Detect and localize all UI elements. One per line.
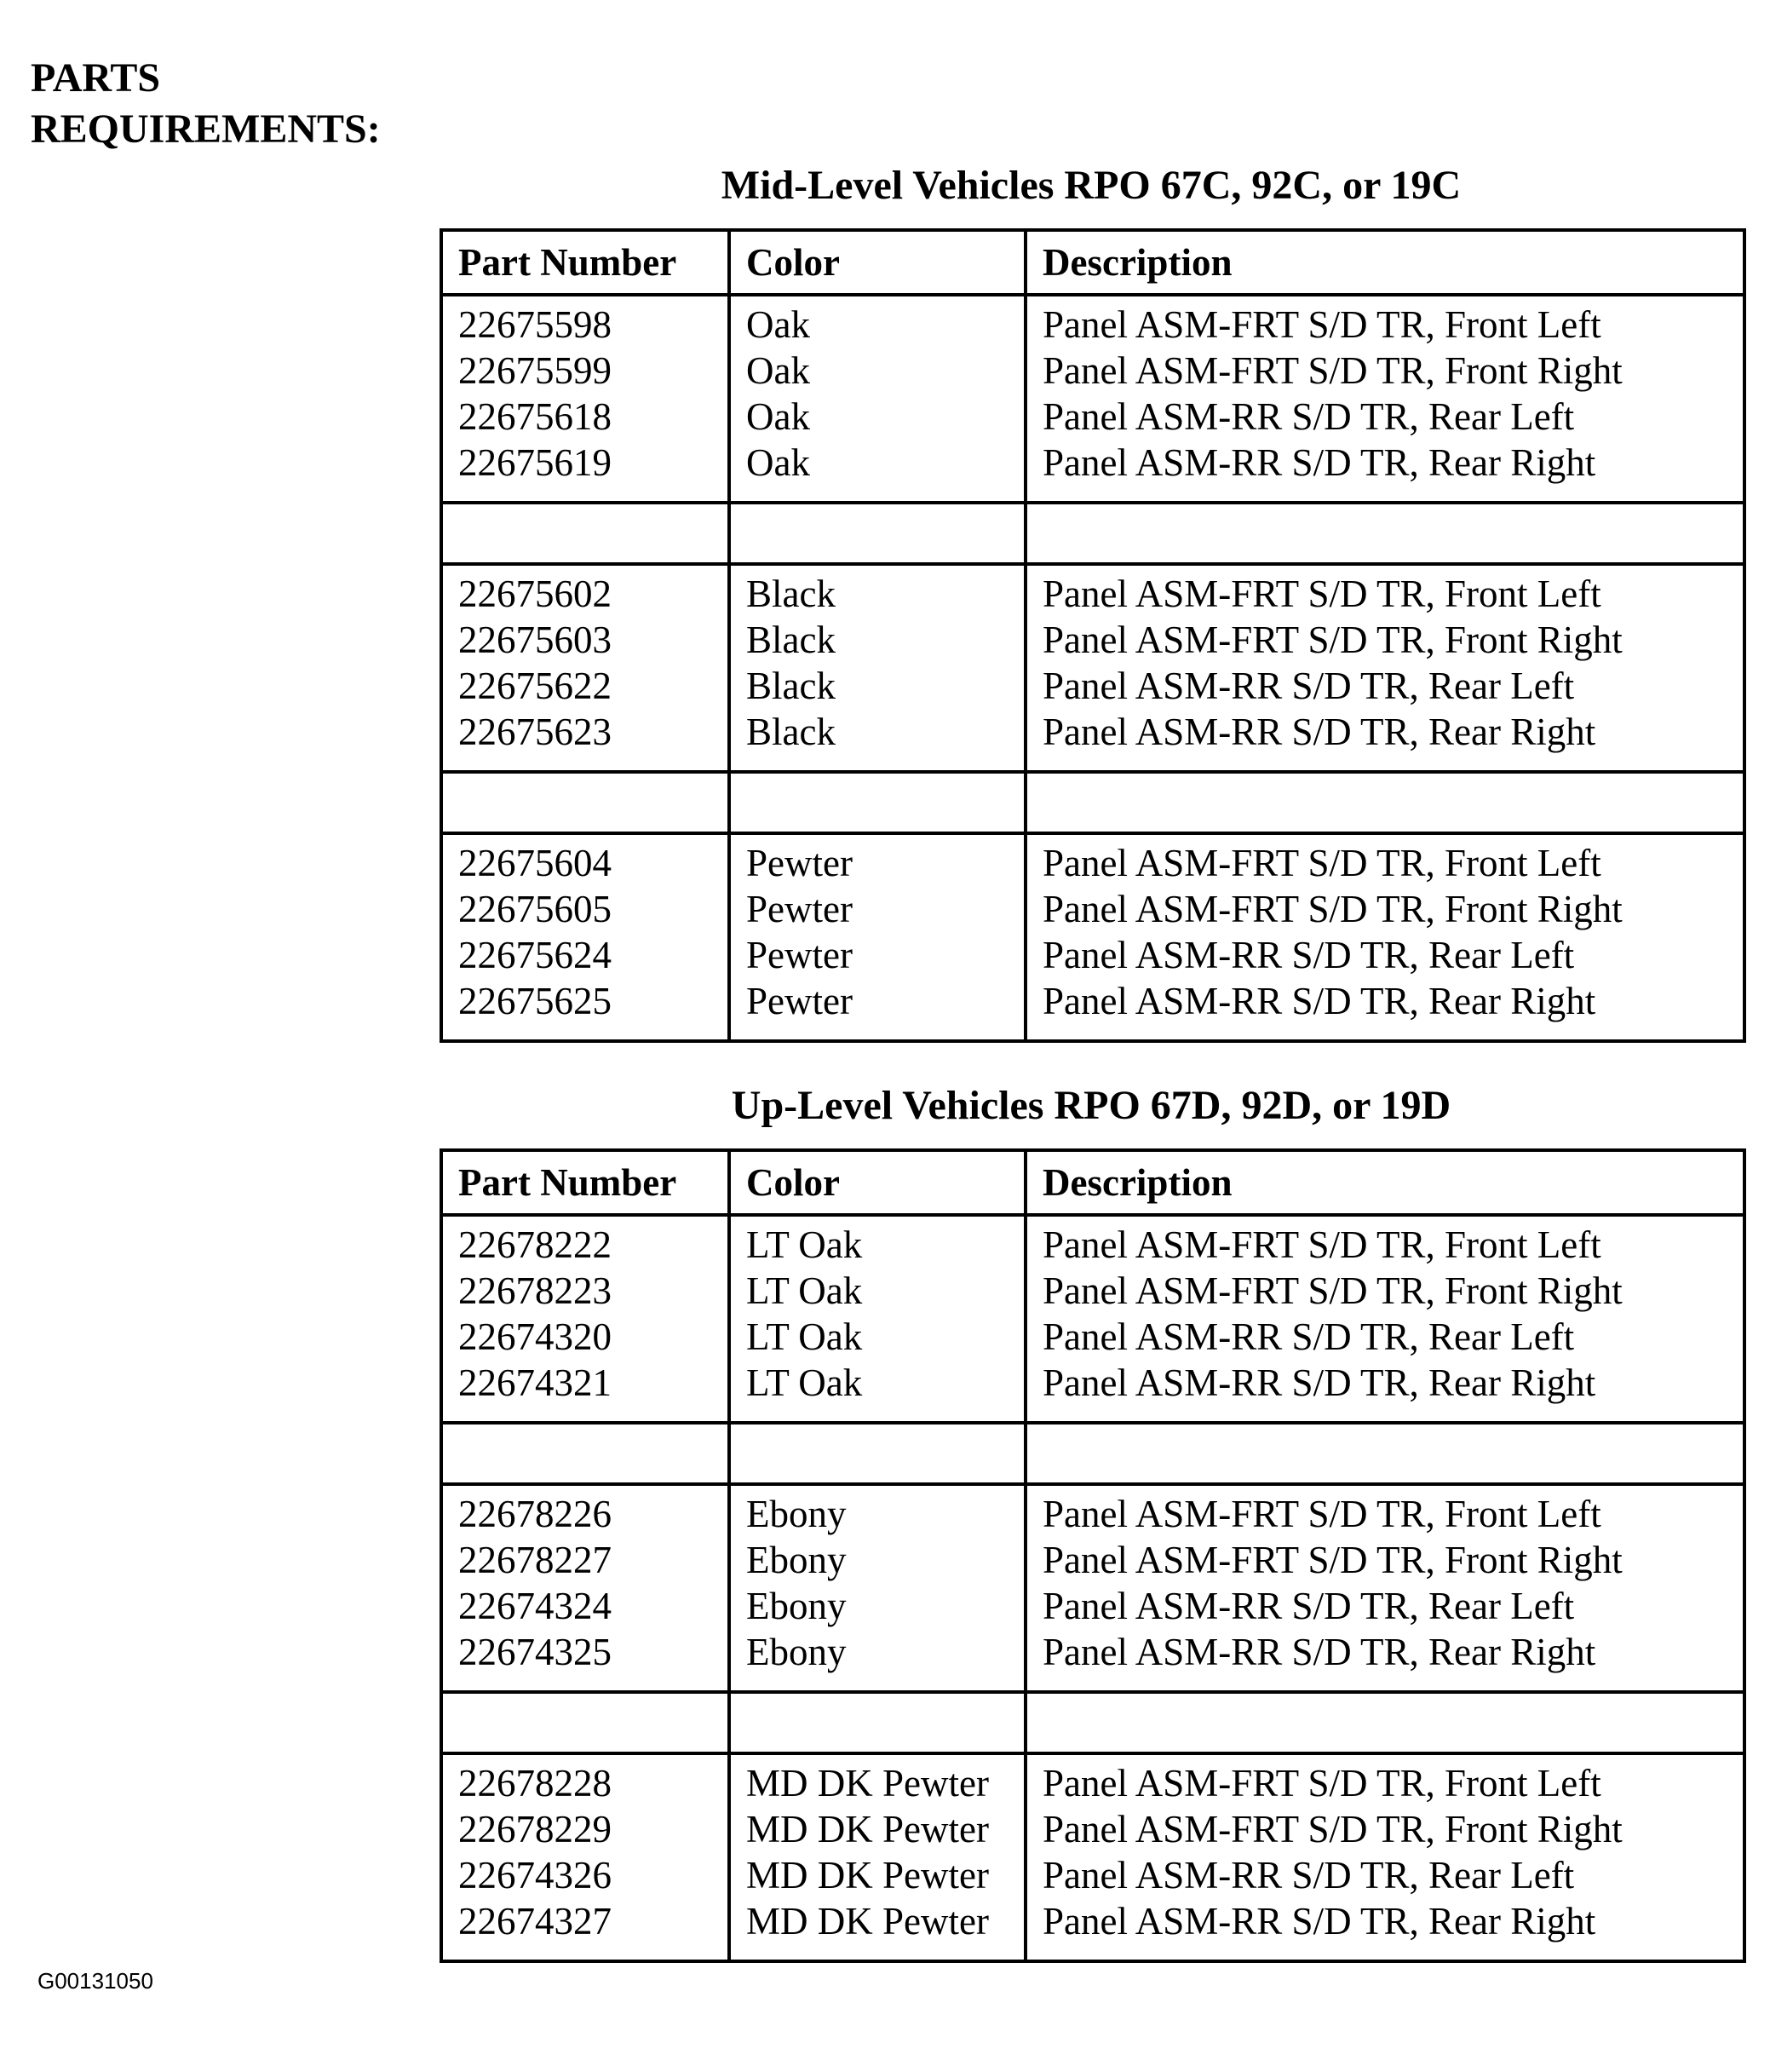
color-cell bbox=[729, 833, 1026, 1041]
color-value: Oak bbox=[746, 349, 810, 392]
color-cell bbox=[729, 564, 1026, 772]
color-value: LT Oak bbox=[746, 1361, 863, 1404]
color-value: Oak bbox=[746, 303, 810, 346]
color-value: Pewter bbox=[746, 842, 853, 884]
description-value: Panel ASM-FRT S/D TR, Front Right bbox=[1043, 888, 1623, 930]
description-value: Panel ASM-FRT S/D TR, Front Left bbox=[1043, 1493, 1601, 1535]
page-heading-line-2: REQUIREMENTS: bbox=[31, 106, 381, 152]
color-value: Black bbox=[746, 711, 836, 753]
part-number: 22678229 bbox=[458, 1808, 612, 1850]
table-spacer-row bbox=[441, 772, 1744, 833]
part-number: 22675605 bbox=[458, 888, 612, 930]
empty-cell bbox=[441, 772, 729, 833]
description-value: Panel ASM-RR S/D TR, Rear Right bbox=[1043, 980, 1596, 1022]
description-cell bbox=[1026, 295, 1744, 503]
description-value: Panel ASM-RR S/D TR, Rear Right bbox=[1043, 441, 1596, 484]
empty-cell bbox=[729, 1692, 1026, 1753]
part-number: 22674326 bbox=[458, 1854, 612, 1896]
description-value: Panel ASM-FRT S/D TR, Front Left bbox=[1043, 303, 1601, 346]
description-value: Panel ASM-FRT S/D TR, Front Right bbox=[1043, 1269, 1623, 1312]
header-color: Color bbox=[729, 230, 1026, 295]
color-value: Oak bbox=[746, 395, 810, 438]
color-value: Ebony bbox=[746, 1539, 847, 1581]
up-level-parts-table bbox=[440, 1148, 1746, 1963]
color-value: Ebony bbox=[746, 1493, 847, 1535]
empty-cell bbox=[1026, 1692, 1744, 1753]
description-value: Panel ASM-FRT S/D TR, Front Right bbox=[1043, 1808, 1623, 1850]
part-number-cell bbox=[441, 833, 729, 1041]
part-number: 22674320 bbox=[458, 1315, 612, 1358]
empty-cell bbox=[1026, 503, 1744, 564]
description-value: Panel ASM-RR S/D TR, Rear Right bbox=[1043, 1900, 1596, 1942]
description-value: Panel ASM-FRT S/D TR, Front Left bbox=[1043, 1223, 1601, 1266]
color-value: Oak bbox=[746, 441, 810, 484]
description-value: Panel ASM-FRT S/D TR, Front Right bbox=[1043, 619, 1623, 661]
description-value: Panel ASM-RR S/D TR, Rear Left bbox=[1043, 1854, 1575, 1896]
description-value: Panel ASM-RR S/D TR, Rear Left bbox=[1043, 1315, 1575, 1358]
header-part-number: Part Number bbox=[441, 1150, 729, 1215]
color-value: Pewter bbox=[746, 934, 853, 976]
table-group-row bbox=[441, 1753, 1744, 1961]
part-number-cell bbox=[441, 1753, 729, 1961]
mid-level-parts-table bbox=[440, 228, 1746, 1043]
description-value: Panel ASM-RR S/D TR, Rear Left bbox=[1043, 665, 1575, 707]
description-value: Panel ASM-RR S/D TR, Rear Left bbox=[1043, 1585, 1575, 1627]
description-value: Panel ASM-RR S/D TR, Rear Right bbox=[1043, 711, 1596, 753]
empty-cell bbox=[441, 1692, 729, 1753]
empty-cell bbox=[441, 503, 729, 564]
part-number: 22678227 bbox=[458, 1539, 612, 1581]
table-group-row bbox=[441, 295, 1744, 503]
description-value: Panel ASM-RR S/D TR, Rear Right bbox=[1043, 1631, 1596, 1673]
color-cell bbox=[729, 1215, 1026, 1423]
part-number: 22675602 bbox=[458, 573, 612, 615]
part-number: 22675625 bbox=[458, 980, 612, 1022]
color-cell bbox=[729, 1753, 1026, 1961]
empty-cell bbox=[729, 503, 1026, 564]
description-value: Panel ASM-FRT S/D TR, Front Right bbox=[1043, 1539, 1623, 1581]
color-value: Ebony bbox=[746, 1585, 847, 1627]
part-number: 22678226 bbox=[458, 1493, 612, 1535]
color-value: MD DK Pewter bbox=[746, 1808, 989, 1850]
description-value: Panel ASM-RR S/D TR, Rear Right bbox=[1043, 1361, 1596, 1404]
part-number: 22675618 bbox=[458, 395, 612, 438]
table-spacer-row bbox=[441, 1423, 1744, 1484]
part-number: 22675619 bbox=[458, 441, 612, 484]
color-value: Black bbox=[746, 573, 836, 615]
color-value: LT Oak bbox=[746, 1269, 863, 1312]
part-number: 22675622 bbox=[458, 665, 612, 707]
header-color: Color bbox=[729, 1150, 1026, 1215]
empty-cell bbox=[729, 1423, 1026, 1484]
description-cell bbox=[1026, 564, 1744, 772]
color-value: LT Oak bbox=[746, 1315, 863, 1358]
header-description: Description bbox=[1026, 1150, 1744, 1215]
description-value: Panel ASM-FRT S/D TR, Front Left bbox=[1043, 842, 1601, 884]
table-spacer-row bbox=[441, 503, 1744, 564]
table-group-row bbox=[441, 833, 1744, 1041]
table-group-row bbox=[441, 564, 1744, 772]
part-number: 22674324 bbox=[458, 1585, 612, 1627]
part-number: 22675598 bbox=[458, 303, 612, 346]
figure-code: G00131050 bbox=[37, 1968, 153, 1994]
table-group-row bbox=[441, 1484, 1744, 1692]
part-number: 22674321 bbox=[458, 1361, 612, 1404]
part-number-cell bbox=[441, 295, 729, 503]
empty-cell bbox=[729, 772, 1026, 833]
part-number: 22675603 bbox=[458, 619, 612, 661]
color-value: MD DK Pewter bbox=[746, 1762, 989, 1804]
part-number: 22675599 bbox=[458, 349, 612, 392]
color-cell bbox=[729, 295, 1026, 503]
part-number-cell bbox=[441, 564, 729, 772]
page-heading-line-1: PARTS bbox=[31, 55, 161, 101]
part-number: 22675604 bbox=[458, 842, 612, 884]
table-header-row bbox=[441, 230, 1744, 295]
description-value: Panel ASM-RR S/D TR, Rear Left bbox=[1043, 395, 1575, 438]
mid-level-table-title: Mid-Level Vehicles RPO 67C, 92C, or 19C bbox=[721, 163, 1462, 208]
color-value: Pewter bbox=[746, 980, 853, 1022]
table-header-row bbox=[441, 1150, 1744, 1215]
color-value: Ebony bbox=[746, 1631, 847, 1673]
part-number-cell bbox=[441, 1484, 729, 1692]
color-cell bbox=[729, 1484, 1026, 1692]
page-heading bbox=[31, 53, 381, 155]
color-value: Pewter bbox=[746, 888, 853, 930]
color-value: Black bbox=[746, 665, 836, 707]
description-cell bbox=[1026, 1215, 1744, 1423]
color-value: Black bbox=[746, 619, 836, 661]
description-cell bbox=[1026, 1484, 1744, 1692]
up-level-table-title: Up-Level Vehicles RPO 67D, 92D, or 19D bbox=[731, 1083, 1451, 1128]
part-number: 22675623 bbox=[458, 711, 612, 753]
part-number: 22675624 bbox=[458, 934, 612, 976]
empty-cell bbox=[1026, 1423, 1744, 1484]
description-value: Panel ASM-FRT S/D TR, Front Left bbox=[1043, 573, 1601, 615]
part-number: 22674327 bbox=[458, 1900, 612, 1942]
part-number: 22678222 bbox=[458, 1223, 612, 1266]
part-number: 22674325 bbox=[458, 1631, 612, 1673]
color-value: LT Oak bbox=[746, 1223, 863, 1266]
description-value: Panel ASM-RR S/D TR, Rear Left bbox=[1043, 934, 1575, 976]
table-spacer-row bbox=[441, 1692, 1744, 1753]
color-value: MD DK Pewter bbox=[746, 1900, 989, 1942]
part-number-cell bbox=[441, 1215, 729, 1423]
header-description: Description bbox=[1026, 230, 1744, 295]
empty-cell bbox=[1026, 772, 1744, 833]
part-number: 22678228 bbox=[458, 1762, 612, 1804]
empty-cell bbox=[441, 1423, 729, 1484]
table-group-row bbox=[441, 1215, 1744, 1423]
description-cell bbox=[1026, 833, 1744, 1041]
description-value: Panel ASM-FRT S/D TR, Front Right bbox=[1043, 349, 1623, 392]
description-cell bbox=[1026, 1753, 1744, 1961]
color-value: MD DK Pewter bbox=[746, 1854, 989, 1896]
description-value: Panel ASM-FRT S/D TR, Front Left bbox=[1043, 1762, 1601, 1804]
header-part-number: Part Number bbox=[441, 230, 729, 295]
part-number: 22678223 bbox=[458, 1269, 612, 1312]
